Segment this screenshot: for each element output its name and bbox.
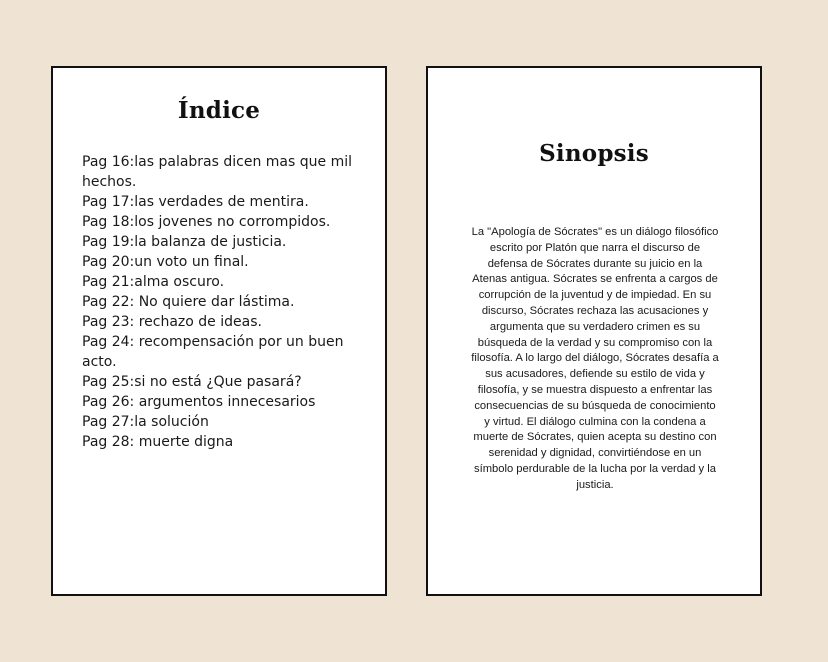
index-page	[51, 66, 387, 596]
index-entry: Pag 20:un voto un final.	[82, 254, 249, 270]
index-entry: Pag 17:las verdades de mentira.	[82, 194, 309, 210]
synopsis-text: La "Apología de Sócrates" es un diálogo filosófico escrito por Platón que narra el discurso de defensa de Sócrates durante su juicio en la Atenas antigua. Sócrates se enfrenta a cargos de corrupción de la juventud y de impiedad. En su discurso, Sócrates rechaza las acusaciones y argumenta que su verdadero crimen es su búsqueda de la verdad y su compromiso con la filosofía. A lo largo del diálogo, Sócrates desafía a sus acusadores, defiende su estilo de vida y filosofía, y se muestra dispuesto a enfrentar las consecuencias de su búsqueda de conocimiento y virtud. El diálogo culmina con la condena a muerte de Sócrates, quien acepta su destino con serenidad y dignidad, convirtiéndose en un símbolo perdurable de la lucha por la verdad y la justicia.	[471, 226, 719, 491]
index-entry: Pag 28: muerte digna	[82, 434, 234, 450]
index-title: Índice	[177, 97, 261, 124]
index-entry: Pag 26: argumentos innecesarios	[82, 394, 316, 410]
index-entry: Pag 27:la solución	[82, 414, 209, 430]
index-entry: Pag 24: recompensación por un buen acto.	[82, 334, 344, 370]
index-list	[82, 152, 362, 452]
index-entry: Pag 18:los jovenes no corrompidos.	[82, 214, 331, 230]
index-entry: Pag 25:si no está ¿Que pasará?	[82, 374, 302, 390]
index-entry: Pag 22: No quiere dar lástima.	[82, 294, 295, 310]
index-entry: Pag 19:la balanza de justicia.	[82, 234, 287, 250]
index-entry: Pag 23: rechazo de ideas.	[82, 314, 262, 330]
index-entry: Pag 16:las palabras dicen mas que mil hechos.	[82, 154, 352, 190]
synopsis-page	[426, 66, 762, 596]
synopsis-title: Sinopsis	[539, 140, 649, 167]
index-entry: Pag 21:alma oscuro.	[82, 274, 225, 290]
